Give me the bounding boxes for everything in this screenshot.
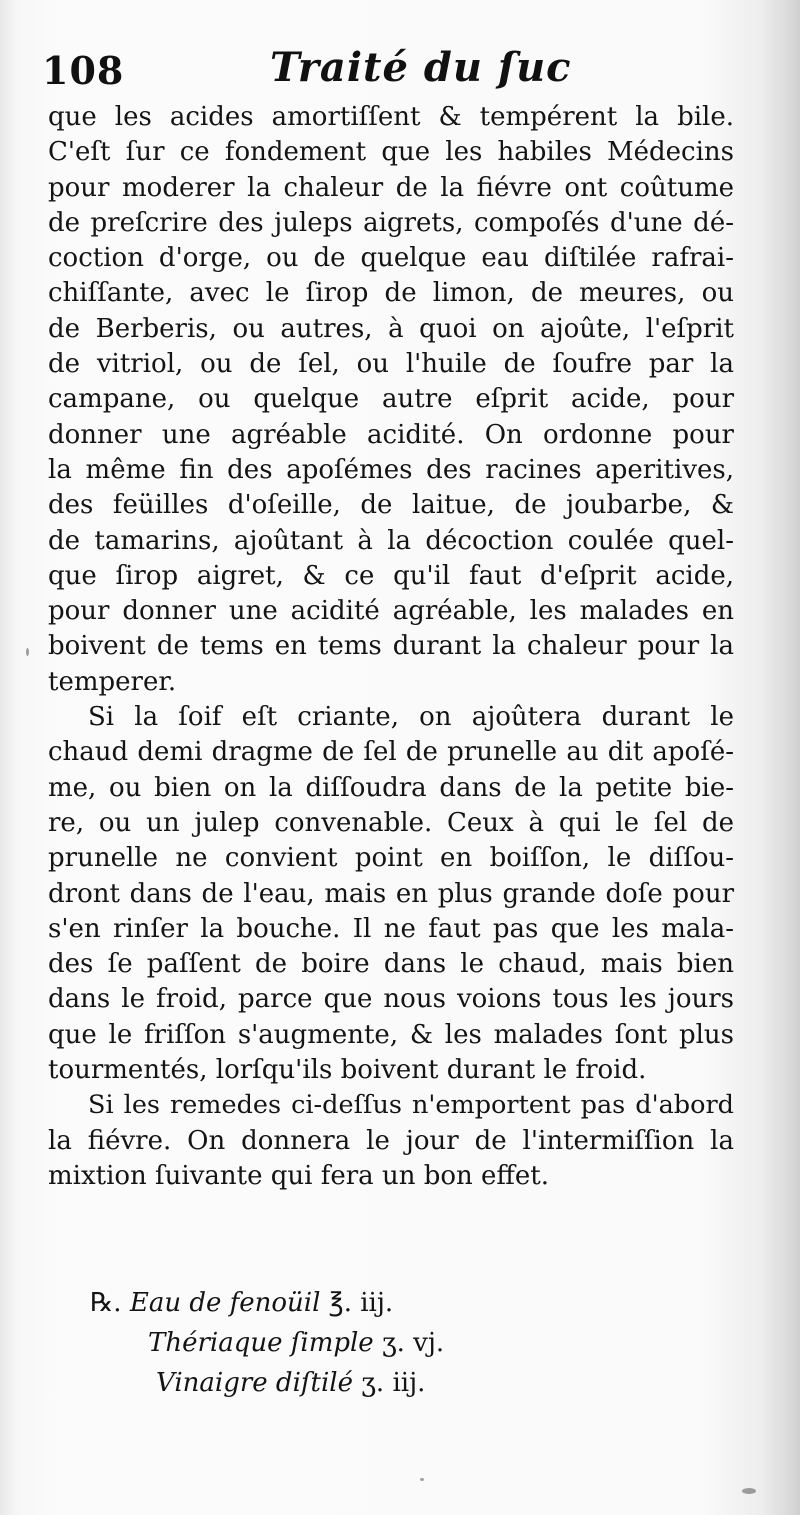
recipe-symbol: ℞. <box>90 1288 130 1318</box>
paper-speck <box>26 648 29 656</box>
text-line: la même fin des apoſémes des racines aperitives, <box>48 454 734 485</box>
recipe-line <box>90 1323 690 1363</box>
text-line: de vitriol, ou de ſel, ou l'huile de ſoufre par la <box>48 349 734 380</box>
text-line: temperer. <box>48 666 177 697</box>
paragraph-start-line: Si les remedes ci-deſſus n'emportent pas d'abord <box>88 1090 734 1121</box>
text-line: s'en rinſer la bouche. Il ne faut pas que les mala- <box>48 913 734 944</box>
ingredient-name: Thériaque ſimple <box>148 1328 374 1358</box>
text-line: C'eſt ſur ce fondement que les habiles Médecins <box>48 137 734 168</box>
running-title: Traité du ſuc <box>270 44 572 91</box>
text-line: des ſe paſſent de boire dans le chaud, mais bien <box>48 949 734 980</box>
text-line: prunelle ne convient point en boiſſon, le diſſou- <box>48 843 734 874</box>
recipe-line <box>90 1283 690 1323</box>
text-line: de tamarins, ajoûtant à la décoction coulée quel- <box>48 525 734 556</box>
text-line: coction d'orge, ou de quelque eau diſtilée rafrai- <box>48 243 734 274</box>
paragraph-start-line: Si la ſoif eſt criante, on ajoûtera durant le <box>88 702 734 733</box>
body-text <box>48 100 734 1194</box>
text-line: de Berberis, ou autres, à quoi on ajoûte, l'eſprit <box>48 313 734 344</box>
text-line: chiſſante, avec le ſirop de limon, de meures, ou <box>48 278 734 309</box>
text-line: donner une agréable acidité. On ordonne pour <box>48 419 734 450</box>
text-line: re, ou un julep convenable. Ceux à qui le ſel de <box>48 807 734 838</box>
text-line: que ſirop aigret, & ce qu'il faut d'eſprit acide, <box>48 560 734 591</box>
text-line: pour donner une acidité agréable, les malades en <box>48 596 734 627</box>
text-line: la fiévre. On donnera le jour de l'intermiſſion la <box>48 1125 734 1156</box>
text-line: boivent de tems en tems durant la chaleur pour la <box>48 631 734 662</box>
text-line: campane, ou quelque autre eſprit acide, pour <box>48 384 734 415</box>
text-line: des feüilles d'oſeille, de laitue, de joubarbe, & <box>48 490 734 521</box>
paper-speck <box>420 1478 424 1481</box>
ingredient-dose: ℥. iij. <box>320 1288 394 1318</box>
ingredient-name: Vinaigre diſtilé <box>156 1368 353 1398</box>
page-header <box>40 40 760 102</box>
text-line: me, ou bien on la diſſoudra dans de la petite bie- <box>48 772 734 803</box>
text-line: de preſcrire des juleps aigrets, compoſés d'une dé- <box>48 207 734 238</box>
text-line: mixtion ſuivante qui fera un bon effet. <box>48 1160 549 1191</box>
text-line: dans le froid, parce que nous voions tous les jours <box>48 984 734 1015</box>
text-line: chaud demi dragme de ſel de prunelle au dit apoſé- <box>48 737 734 768</box>
text-line: que les acides amortiſſent & tempérent la bile. <box>48 102 734 132</box>
recipe-block <box>90 1283 690 1403</box>
text-line: dront dans de l'eau, mais en plus grande doſe pour <box>48 878 734 909</box>
ingredient-dose: ʒ. vj. <box>373 1328 445 1358</box>
recipe-line <box>90 1363 690 1403</box>
ingredient-name: Eau de fenoüil <box>129 1288 321 1318</box>
text-line: tourmentés, lorſqu'ils boivent durant le froid. <box>48 1055 647 1086</box>
page-number: 108 <box>42 48 125 93</box>
text-line: pour moderer la chaleur de la fiévre ont coûtume <box>48 172 734 203</box>
paper-speck <box>742 1488 756 1494</box>
ingredient-dose: ʒ. iij. <box>352 1368 426 1398</box>
text-line: que le friſſon s'augmente, & les malades ſont plus <box>48 1019 734 1050</box>
